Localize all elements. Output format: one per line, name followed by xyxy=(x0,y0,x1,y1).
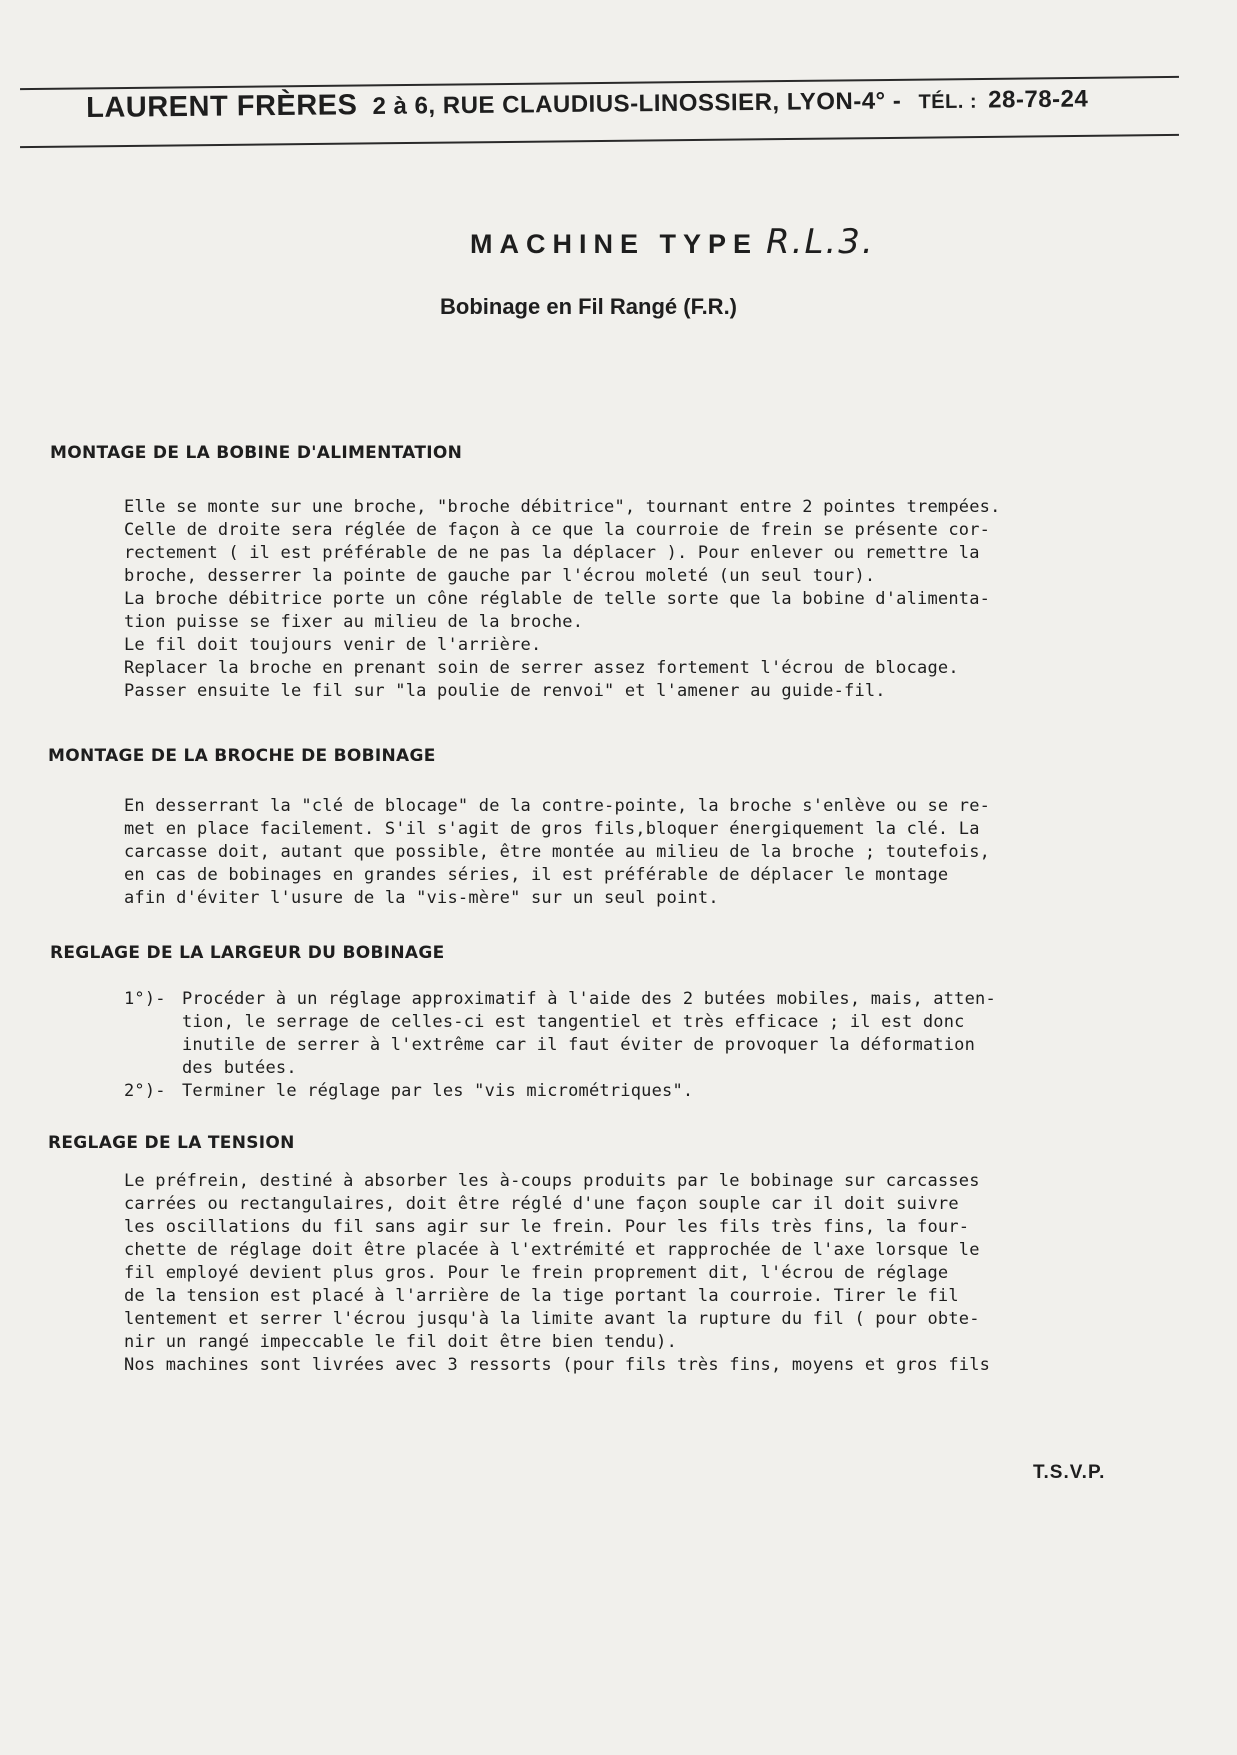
section-body-largeur xyxy=(124,988,996,1103)
text-line: Terminer le réglage par les "vis micrométriques". xyxy=(182,1081,694,1101)
text-line: Procéder à un réglage approximatif à l'aide des 2 butées mobiles, mais, atten- xyxy=(182,989,996,1009)
section-body-alimentation xyxy=(124,496,1001,703)
section-heading-alimentation: MONTAGE DE LA BOBINE D'ALIMENTATION xyxy=(50,443,463,463)
telephone-number: 28-78-24 xyxy=(988,85,1089,114)
tsvp-footer: T.S.V.P. xyxy=(1033,1462,1106,1483)
section-body-tension xyxy=(124,1170,990,1377)
machine-type-label: MACHINE TYPE xyxy=(470,229,759,259)
text-line: Passer ensuite le fil sur "la poulie de renvoi" et l'amener au guide-fil. xyxy=(124,681,886,701)
text-line: carrées ou rectangulaires, doit être réglé d'une façon souple car il doit suivre xyxy=(124,1194,959,1214)
text-line: met en place facilement. S'il s'agit de gros fils,bloquer énergiquement la clé. La xyxy=(124,819,980,839)
text-line: inutile de serrer à l'extrême car il faut éviter de provoquer la déformation xyxy=(182,1035,976,1055)
text-line: rectement ( il est préférable de ne pas la déplacer ). Pour enlever ou remettre la xyxy=(124,543,980,563)
text-line: tion, le serrage de celles-ci est tangentiel et très efficace ; il est donc xyxy=(182,1012,965,1032)
list-item xyxy=(124,988,996,1011)
text-line: nir un rangé impeccable le fil doit être bien tendu). xyxy=(124,1332,678,1352)
text-line: Celle de droite sera réglée de façon à ce que la courroie de frein se présente cor- xyxy=(124,520,991,540)
machine-model-handwritten: R.L.3. xyxy=(766,222,875,262)
letterhead-bottom-rule xyxy=(20,134,1179,148)
telephone-label: TÉL. : xyxy=(918,90,978,114)
text-line: Le fil doit toujours venir de l'arrière. xyxy=(124,635,542,655)
section-body-broche xyxy=(124,795,990,910)
text-line: afin d'éviter l'usure de la "vis-mère" sur un seul point. xyxy=(124,888,719,908)
text-line: lentement et serrer l'écrou jusqu'à la limite avant la rupture du fil ( pour obte- xyxy=(124,1309,980,1329)
text-line: Le préfrein, destiné à absorber les à-coups produits par le bobinage sur carcasses xyxy=(124,1171,980,1191)
document-subtitle: Bobinage en Fil Rangé (F.R.) xyxy=(440,294,738,319)
text-line: carcasse doit, autant que possible, être montée au milieu de la broche ; toutefois, xyxy=(124,842,991,862)
section-heading-tension: REGLAGE DE LA TENSION xyxy=(48,1133,295,1153)
text-line: Elle se monte sur une broche, "broche débitrice", tournant entre 2 pointes trempées. xyxy=(124,497,1001,517)
item-number: 1°)- xyxy=(124,989,166,1009)
text-line: Replacer la broche en prenant soin de serrer assez fortement l'écrou de blocage. xyxy=(124,658,959,678)
list-item xyxy=(124,1080,996,1103)
text-line: de la tension est placé à l'arrière de la tige portant la courroie. Tirer le fil xyxy=(124,1286,959,1306)
section-heading-broche: MONTAGE DE LA BROCHE DE BOBINAGE xyxy=(48,746,436,766)
text-line: en cas de bobinages en grandes séries, il est préférable de déplacer le montage xyxy=(124,865,949,885)
section-heading-largeur: REGLAGE DE LA LARGEUR DU BOBINAGE xyxy=(50,943,445,963)
company-address: 2 à 6, RUE CLAUDIUS-LINOSSIER, LYON-4° - xyxy=(372,87,902,120)
item-number: 2°)- xyxy=(124,1081,166,1101)
text-line: En desserrant la "clé de blocage" de la contre-pointe, la broche s'enlève ou se re- xyxy=(124,796,991,816)
text-line: fil employé devient plus gros. Pour le frein proprement dit, l'écrou de réglage xyxy=(124,1263,949,1283)
text-line: broche, desserrer la pointe de gauche par l'écrou moleté (un seul tour). xyxy=(124,566,876,586)
company-name: LAURENT FRÈRES xyxy=(86,89,358,124)
text-line: tion puisse se fixer au milieu de la broche. xyxy=(124,612,584,632)
text-line: des butées. xyxy=(182,1058,297,1078)
text-line: Nos machines sont livrées avec 3 ressorts (pour fils très fins, moyens et gros fils xyxy=(124,1355,991,1375)
text-line: les oscillations du fil sans agir sur le frein. Pour les fils très fins, la four- xyxy=(124,1217,970,1237)
text-line: chette de réglage doit être placée à l'extrémité et rapprochée de l'axe lorsque le xyxy=(124,1240,980,1260)
text-line: La broche débitrice porte un cône réglable de telle sorte que la bobine d'alimenta- xyxy=(124,589,991,609)
document-title xyxy=(470,222,875,262)
